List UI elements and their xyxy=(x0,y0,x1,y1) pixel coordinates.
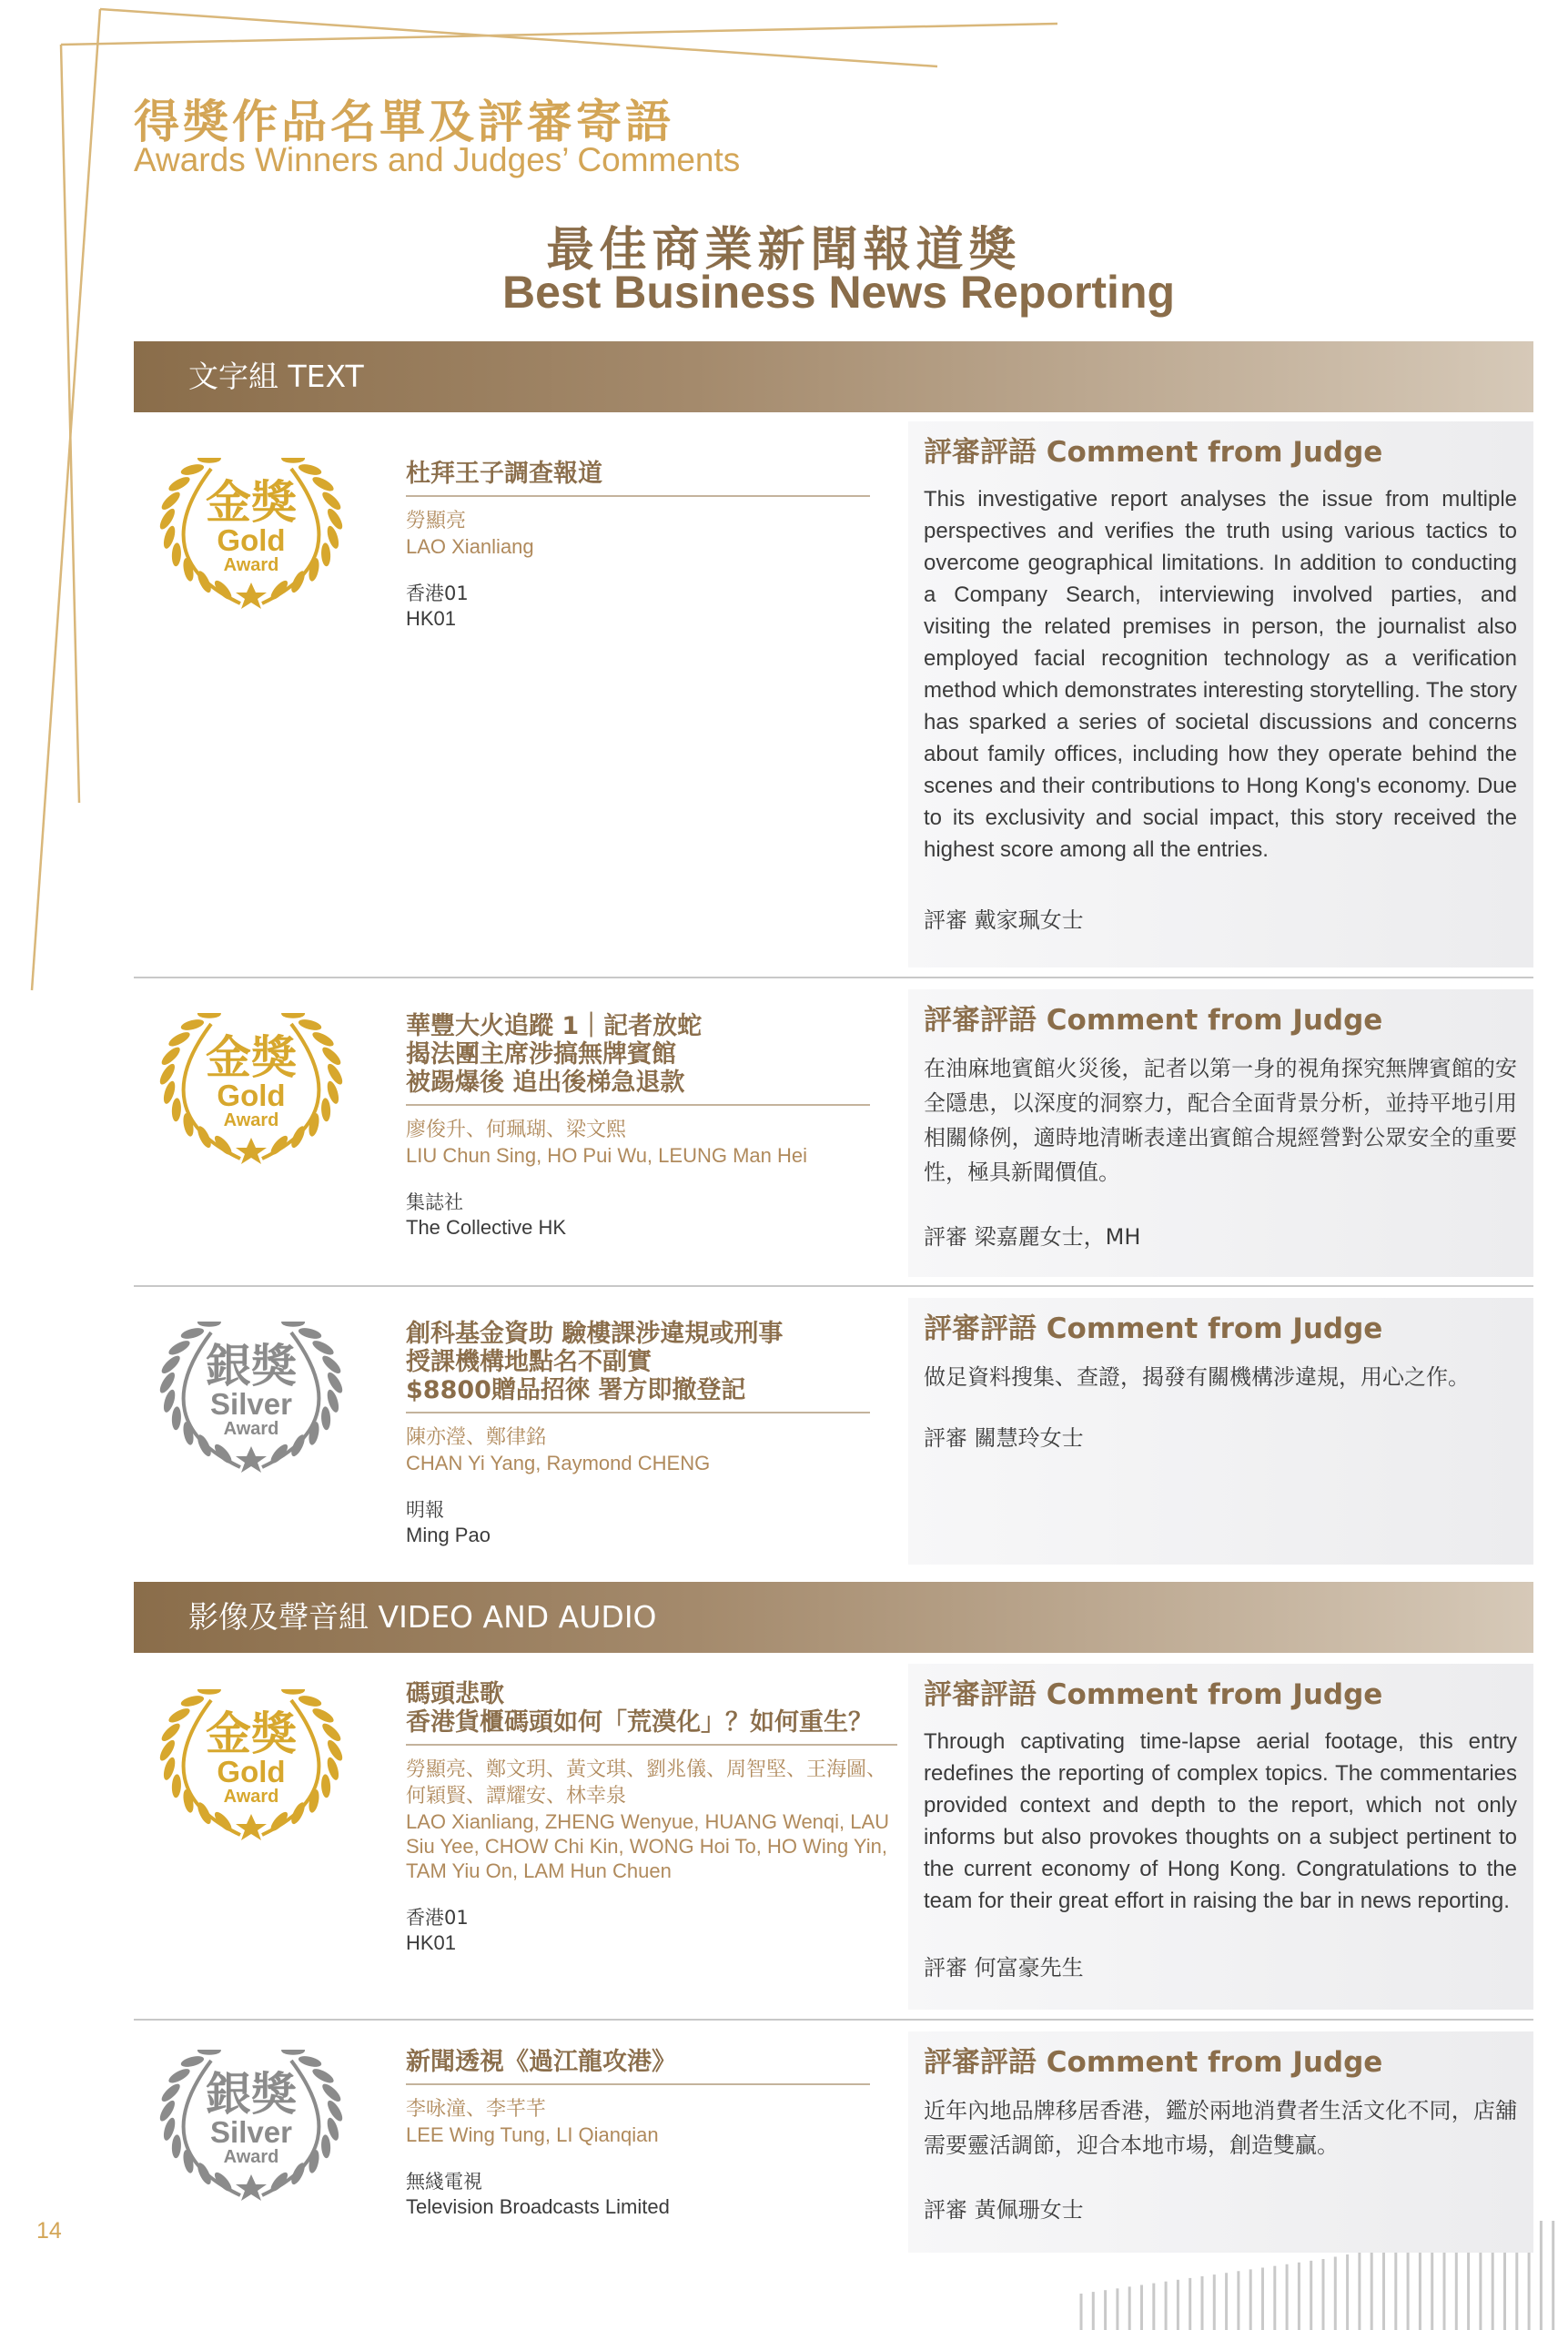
judge-comment-box xyxy=(908,1664,1533,2010)
laurel-leaf xyxy=(197,458,221,463)
winner-names-english: LIU Chun Sing, HO Pui Wu, LEUNG Man Hei xyxy=(406,1144,807,1167)
award-entry xyxy=(134,421,1533,978)
medal-label-english: Silver xyxy=(210,2115,292,2149)
laurel-leaf xyxy=(320,2134,330,2158)
media-name-english: Television Broadcasts Limited xyxy=(406,2195,670,2218)
judge-name: 評審 關慧玲女士 xyxy=(924,1425,1084,1451)
laurel-leaf xyxy=(159,1353,183,1376)
judge-name: 評審 戴家珮女士 xyxy=(924,907,1084,933)
laurel-leaf xyxy=(281,2050,305,2055)
laurel-leaf xyxy=(157,1062,177,1087)
judge-comment-box xyxy=(908,1298,1533,1565)
gold-award-laurel-icon xyxy=(145,1013,359,1168)
medal-label-award: Award xyxy=(223,1110,279,1130)
laurel-leaf xyxy=(180,462,206,477)
laurel-leaf xyxy=(281,1322,305,1327)
judge-comment-box xyxy=(908,989,1533,1277)
media-name-chinese: 香港01 xyxy=(406,1907,469,1929)
laurel-leaf xyxy=(180,1694,206,1708)
media-name-english: HK01 xyxy=(406,1931,457,1954)
laurel-leaf xyxy=(167,1338,192,1357)
judge-name: 評審 梁嘉麗女士，MH xyxy=(924,1224,1141,1250)
laurel-leaf xyxy=(281,1013,305,1018)
laurel-leaf xyxy=(171,1406,181,1430)
media-name-english: The Collective HK xyxy=(406,1216,567,1239)
winner-names-chinese: 李咏潼、李芊芊 xyxy=(406,2098,547,2121)
star-icon xyxy=(236,1446,267,1473)
medal-label-english: Silver xyxy=(210,1387,292,1421)
medal-label-award: Award xyxy=(223,1419,279,1439)
laurel-leaf xyxy=(197,2050,221,2055)
laurel-leaf xyxy=(167,474,192,493)
laurel-leaf xyxy=(167,1706,192,1725)
media-name-chinese: 無綫電視 xyxy=(406,2171,482,2193)
laurel-leaf xyxy=(310,2066,336,2085)
laurel-leaf xyxy=(159,490,183,512)
entry-info xyxy=(406,460,870,632)
winner-names-chinese: 廖俊升、何珮瑚、梁文熙 xyxy=(406,1119,627,1141)
laurel-leaf xyxy=(319,1045,343,1068)
medal-label-award: Award xyxy=(223,1787,279,1807)
entry-title: 華豐大火追蹤 1｜記者放蛇 揭法團主席涉搞無牌賓館 被踢爆後 追出後梯急退款 xyxy=(406,1012,870,1106)
comment-text: Through captivating time-lapse aerial footage, this entry redefines the reporting of complex topics. The commentaries provided context and depth to the report, which not only informs but also provokes thoughts on a subject pertinent to the current economy of Hong Kong. Congratulations to the team for their great effort in raising the bar in news reporting. xyxy=(924,1729,1517,1913)
laurel-leaf xyxy=(325,1371,345,1395)
comment-heading: 評審評語 Comment from Judge xyxy=(924,1678,1383,1711)
winner-names-chinese: 勞顯亮 xyxy=(406,510,467,532)
medal-label-chinese: 銀獎 xyxy=(206,1340,297,1393)
page-number: 14 xyxy=(36,2218,62,2244)
medal-label-english: Gold xyxy=(217,523,286,557)
laurel-leaf xyxy=(319,1721,343,1744)
media-name-english: HK01 xyxy=(406,607,457,630)
laurel-leaf xyxy=(171,1098,181,1121)
laurel-leaf xyxy=(310,1706,336,1725)
judge-name: 評審 何富豪先生 xyxy=(924,1955,1084,1980)
winner-names-chinese: 陳亦瀅、鄭律銘 xyxy=(406,1426,547,1449)
laurel-leaf xyxy=(320,1406,330,1430)
laurel-leaf xyxy=(325,507,345,532)
comment-text: 在油麻地賓館火災後，記者以第一身的視角探究無牌賓館的安全隱患，以深度的洞察力，配合全面背景分析，並持平地引用相關條例，適時地清晰表達出賓館合規經營對公眾安全的重要性，極具新聞價值。 xyxy=(924,1056,1517,1185)
entry-title: 杜拜王子調查報道 xyxy=(406,460,870,497)
medal-label-chinese: 銀獎 xyxy=(206,2068,297,2121)
laurel-leaf xyxy=(319,2082,343,2104)
award-entry xyxy=(134,1287,1533,1565)
winner-names-chinese: 勞顯亮、鄭文玥、黃文琪、劉兆儀、周智堅、王海圖、何穎賢、譚耀安、林幸泉 xyxy=(406,1758,887,1808)
laurel-leaf xyxy=(180,2054,206,2069)
laurel-leaf xyxy=(159,2082,183,2104)
laurel-leaf xyxy=(180,1326,206,1341)
star-icon xyxy=(236,582,267,609)
judge-comment-box xyxy=(908,2031,1533,2253)
laurel-leaf xyxy=(157,1371,177,1395)
laurel-leaf xyxy=(180,1018,206,1032)
laurel-leaf xyxy=(167,2066,192,2085)
silver-award-laurel-icon xyxy=(145,2050,359,2204)
comment-heading: 評審評語 Comment from Judge xyxy=(924,2046,1383,2079)
entry-info xyxy=(406,1320,870,1548)
laurel-leaf xyxy=(310,474,336,493)
medal-label-english: Gold xyxy=(217,1079,286,1112)
media-name-english: Ming Pao xyxy=(406,1524,491,1546)
entry-info xyxy=(406,2048,870,2220)
laurel-leaf xyxy=(325,1738,345,1763)
laurel-leaf xyxy=(298,1326,323,1341)
laurel-leaf xyxy=(298,1694,323,1708)
laurel-leaf xyxy=(159,1045,183,1068)
winner-names-english: LEE Wing Tung, LI Qianqian xyxy=(406,2123,659,2146)
page-header-chinese: 得獎作品名單及評審寄語 xyxy=(134,96,674,148)
laurel-leaf xyxy=(319,1353,343,1376)
winner-names-english: CHAN Yi Yang, Raymond CHENG xyxy=(406,1452,711,1474)
award-entry xyxy=(134,978,1533,1287)
media-name-chinese: 明報 xyxy=(406,1499,444,1521)
media-name-chinese: 集誌社 xyxy=(406,1191,463,1213)
laurel-leaf xyxy=(298,2054,323,2069)
comment-heading: 評審評語 Comment from Judge xyxy=(924,1312,1383,1345)
laurel-leaf xyxy=(325,2099,345,2123)
star-icon xyxy=(236,1138,267,1164)
comment-text: This investigative report analyses the issue from multiple perspectives and verifies the truth using various tactics to overcome geographical limitations. In addition to conducting a Company Search, interviewing involved parties, and visiting the related premises in person, the journalist also employed facial recognition technology as a verification method which demonstrates interesting storytelling. The story has sparked a series of societal discussions and concerns about family offices, including how they operate behind the scenes and their contributions to Hong Kong's economy. Due to its exclusivity and social impact, this story received the highest score among all the entries. xyxy=(924,487,1517,862)
comment-text: 近年內地品牌移居香港，鑑於兩地消費者生活文化不同，店舖需要靈活調節，迎合本地市場，創造雙贏。 xyxy=(924,2098,1517,2158)
entry-title: 創科基金資助 驗樓課涉違規或刑事 授課機構地點名不副實 $8800贈品招徠 署方即撤登記 xyxy=(406,1320,870,1413)
gold-award-laurel-icon xyxy=(145,458,359,613)
award-entry xyxy=(134,2021,1533,2253)
medal-label-award: Award xyxy=(223,555,279,575)
section-band-text: 文字組 TEXT xyxy=(134,341,1533,412)
medal-label-chinese: 金獎 xyxy=(206,476,297,529)
laurel-leaf xyxy=(157,1738,177,1763)
medal-label-chinese: 金獎 xyxy=(206,1031,297,1084)
medal-label-english: Gold xyxy=(217,1755,286,1788)
laurel-leaf xyxy=(281,458,305,463)
laurel-leaf xyxy=(298,462,323,477)
laurel-leaf xyxy=(320,1098,330,1121)
laurel-leaf xyxy=(319,490,343,512)
laurel-leaf xyxy=(171,542,181,566)
laurel-leaf xyxy=(320,1774,330,1798)
star-icon xyxy=(236,1814,267,1840)
page-header-english: Awards Winners and Judges’ Comments xyxy=(134,141,741,178)
judge-name: 評審 黃佩珊女士 xyxy=(924,2197,1084,2223)
laurel-leaf xyxy=(157,2099,177,2123)
entry-info xyxy=(406,1012,870,1241)
award-category-english: Best Business News Reporting xyxy=(501,267,1176,318)
laurel-leaf xyxy=(171,1774,181,1798)
winner-names-english: LAO Xianliang, ZHENG Wenyue, HUANG Wenqi, LAU Siu Yee, CHOW Chi Kin, WONG Hoi To, HO Wing Yin, TAM Yiu On, LAM Hun Chuen xyxy=(406,1810,890,1882)
laurel-leaf xyxy=(197,1013,221,1018)
section-band-video-audio: 影像及聲音組 VIDEO AND AUDIO xyxy=(134,1582,1533,1653)
laurel-leaf xyxy=(197,1689,221,1695)
comment-heading: 評審評語 Comment from Judge xyxy=(924,436,1383,469)
judge-comment-box xyxy=(908,421,1533,967)
laurel-leaf xyxy=(171,2134,181,2158)
silver-award-laurel-icon xyxy=(145,1322,359,1476)
winner-names-english: LAO Xianliang xyxy=(406,535,534,558)
award-entry xyxy=(134,1664,1533,2021)
entry-title: 新聞透視《過江龍攻港》 xyxy=(406,2048,870,2085)
award-category-chinese: 最佳商業新聞報道獎 xyxy=(546,223,1022,278)
media-name-chinese: 香港01 xyxy=(406,582,469,604)
entry-title: 碼頭悲歌 香港貨櫃碼頭如何「荒漠化」？如何重生？ xyxy=(406,1680,897,1746)
comment-text: 做足資料搜集、查證，揭發有關機構涉違規，用心之作。 xyxy=(924,1364,1470,1390)
laurel-leaf xyxy=(325,1062,345,1087)
entry-info xyxy=(406,1680,897,1956)
comment-heading: 評審評語 Comment from Judge xyxy=(924,1004,1383,1037)
star-icon xyxy=(236,2174,267,2201)
laurel-leaf xyxy=(310,1338,336,1357)
laurel-leaf xyxy=(159,1721,183,1744)
laurel-leaf xyxy=(157,507,177,532)
gold-award-laurel-icon xyxy=(145,1689,359,1844)
laurel-leaf xyxy=(310,1029,336,1048)
laurel-leaf xyxy=(167,1029,192,1048)
laurel-leaf xyxy=(281,1689,305,1695)
medal-label-award: Award xyxy=(223,2147,279,2167)
laurel-leaf xyxy=(197,1322,221,1327)
laurel-leaf xyxy=(298,1018,323,1032)
laurel-leaf xyxy=(320,542,330,566)
medal-label-chinese: 金獎 xyxy=(206,1707,297,1760)
